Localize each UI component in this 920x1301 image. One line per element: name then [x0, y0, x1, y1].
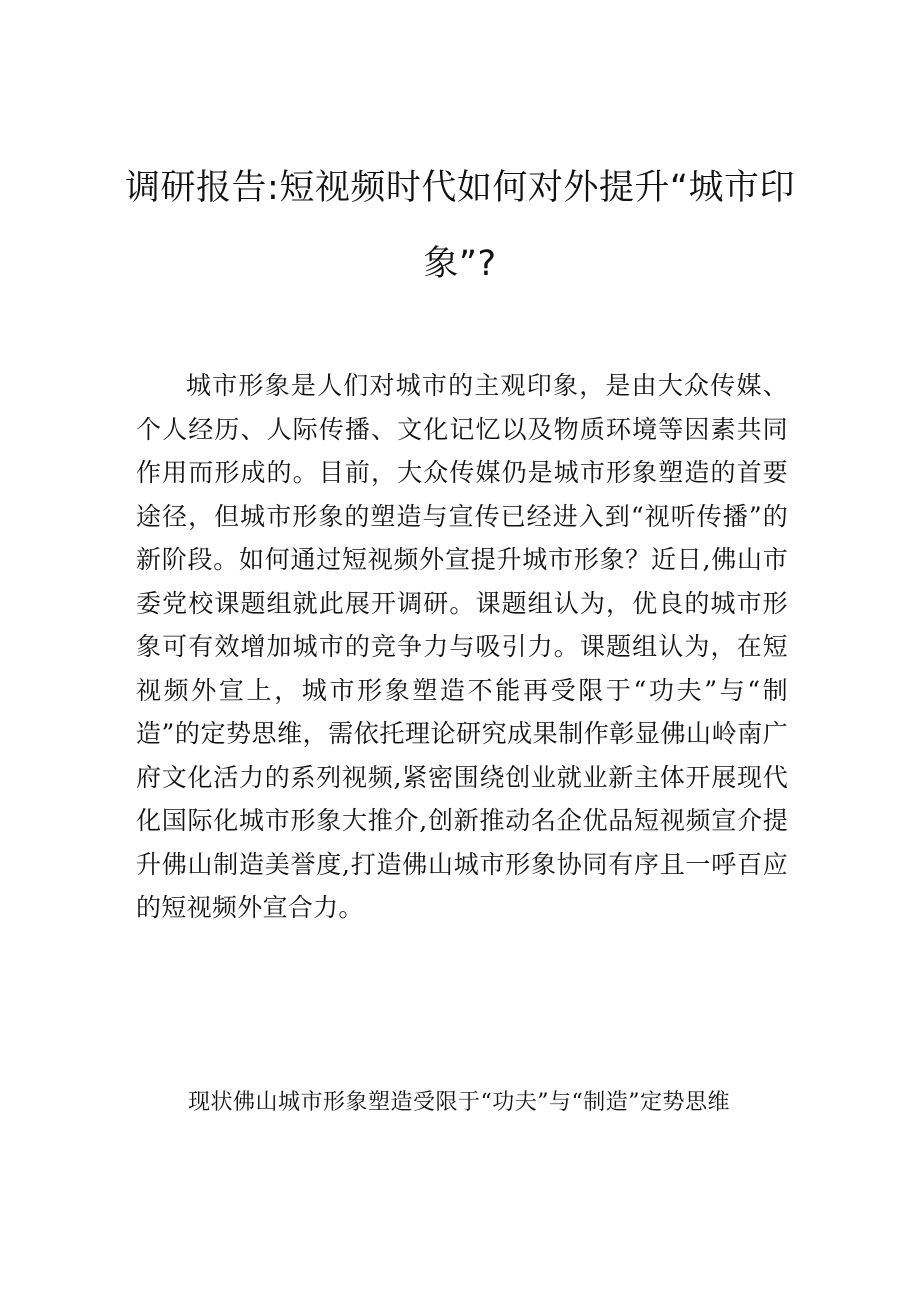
document-title: 调研报告:短视频时代如何对外提升“城市印象”?	[125, 168, 795, 284]
intro-paragraph: 城市形象是人们对城市的主观印象，是由大众传媒、个人经历、人际传播、文化记忆以及物质环境等因素共同作用而形成的。目前，大众传媒仍是城市形象塑造的首要途径，但城市形象的塑造与宣传已经进入到“视听传播”的新阶段。如何通过短视频外宣提升城市形象？近日,佛山市委党校课题组就此展开调研。课题组认为，优良的城市形象可有效增加城市的竞争力与吸引力。课题组认为，在短视频外宣上，城市形象塑造不能再受限于“功夫”与“制造”的定势思维，需依托理论研究成果制作彰显佛山岭南广府文化活力的系列视频,紧密围绕创业就业新主体开展现代化国际化城市形象大推介,创新推动名企优品短视频宣介提升佛山制造美誉度,打造佛山城市形象协同有序且一呼百应的短视频外宣合力。	[136, 371, 788, 922]
section-heading: 现状佛山城市形象塑造受限于“功夫”与“制造”定势思维	[188, 1090, 730, 1115]
